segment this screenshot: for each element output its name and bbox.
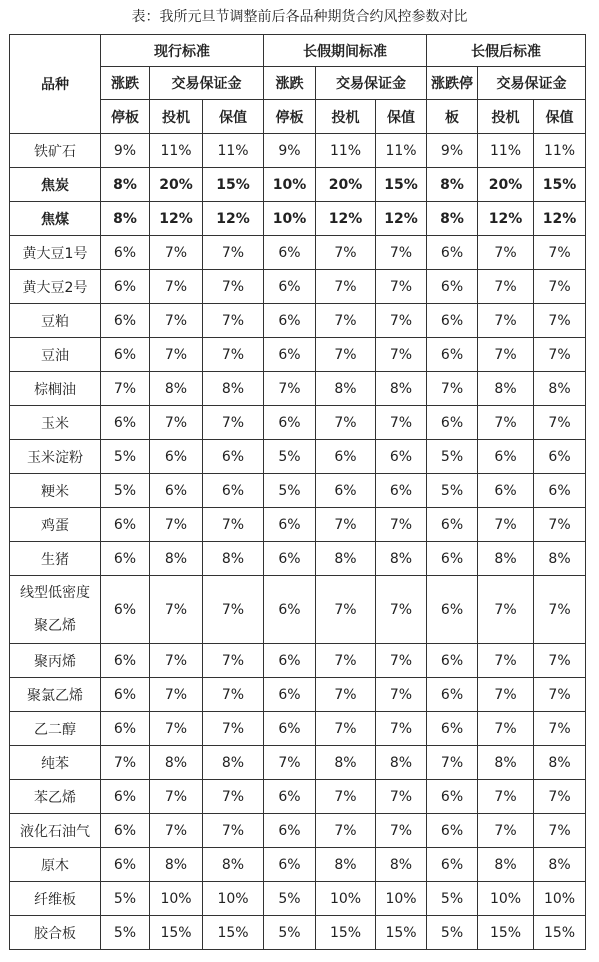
value-cell: 8% xyxy=(478,746,534,780)
value-cell: 6% xyxy=(101,712,150,746)
value-cell: 8% xyxy=(376,746,427,780)
value-cell: 12% xyxy=(478,202,534,236)
table-row xyxy=(10,576,586,644)
value-cell: 6% xyxy=(316,440,376,474)
value-cell: 7% xyxy=(478,338,534,372)
value-cell: 7% xyxy=(478,270,534,304)
value-cell: 8% xyxy=(316,848,376,882)
value-cell: 7% xyxy=(478,678,534,712)
value-cell: 6% xyxy=(427,712,478,746)
header-group-current: 现行标准 xyxy=(101,35,264,67)
value-cell: 6% xyxy=(427,338,478,372)
risk-params-table xyxy=(9,34,586,950)
value-cell: 7% xyxy=(427,746,478,780)
variety-name: 焦炭 xyxy=(10,168,101,202)
value-cell: 5% xyxy=(264,882,316,916)
value-cell: 7% xyxy=(101,372,150,406)
value-cell: 5% xyxy=(101,916,150,950)
value-cell: 12% xyxy=(376,202,427,236)
value-cell: 15% xyxy=(376,168,427,202)
table-row xyxy=(10,236,586,270)
value-cell: 11% xyxy=(150,134,203,168)
table-row xyxy=(10,814,586,848)
value-cell: 11% xyxy=(534,134,586,168)
variety-name: 粳米 xyxy=(10,474,101,508)
variety-name: 聚丙烯 xyxy=(10,644,101,678)
value-cell: 15% xyxy=(150,916,203,950)
value-cell: 6% xyxy=(264,814,316,848)
value-cell: 6% xyxy=(264,236,316,270)
variety-name: 聚氯乙烯 xyxy=(10,678,101,712)
value-cell: 6% xyxy=(203,440,264,474)
value-cell: 7% xyxy=(478,644,534,678)
value-cell: 15% xyxy=(376,916,427,950)
value-cell: 8% xyxy=(376,542,427,576)
value-cell: 10% xyxy=(478,882,534,916)
variety-name: 焦煤 xyxy=(10,202,101,236)
table-row xyxy=(10,474,586,508)
value-cell: 5% xyxy=(101,440,150,474)
value-cell: 8% xyxy=(101,202,150,236)
value-cell: 8% xyxy=(376,372,427,406)
value-cell: 9% xyxy=(264,134,316,168)
value-cell: 12% xyxy=(150,202,203,236)
header-hedge: 保值 xyxy=(534,100,586,134)
value-cell: 8% xyxy=(316,542,376,576)
table-row xyxy=(10,508,586,542)
value-cell: 7% xyxy=(316,304,376,338)
value-cell: 5% xyxy=(427,440,478,474)
header-spec: 投机 xyxy=(316,100,376,134)
value-cell: 6% xyxy=(427,814,478,848)
value-cell: 10% xyxy=(150,882,203,916)
value-cell: 11% xyxy=(376,134,427,168)
variety-name: 生猪 xyxy=(10,542,101,576)
variety-name: 黄大豆2号 xyxy=(10,270,101,304)
value-cell: 8% xyxy=(203,746,264,780)
table-body xyxy=(10,134,586,950)
value-cell: 10% xyxy=(316,882,376,916)
value-cell: 7% xyxy=(534,236,586,270)
variety-name: 玉米淀粉 xyxy=(10,440,101,474)
value-cell: 11% xyxy=(478,134,534,168)
value-cell: 7% xyxy=(376,780,427,814)
value-cell: 7% xyxy=(101,746,150,780)
value-cell: 7% xyxy=(534,678,586,712)
table-row xyxy=(10,542,586,576)
value-cell: 6% xyxy=(427,576,478,644)
value-cell: 7% xyxy=(534,780,586,814)
value-cell: 8% xyxy=(316,372,376,406)
table-row xyxy=(10,202,586,236)
value-cell: 12% xyxy=(203,202,264,236)
value-cell: 7% xyxy=(264,372,316,406)
variety-name: 豆粕 xyxy=(10,304,101,338)
value-cell: 7% xyxy=(478,406,534,440)
variety-name: 黄大豆1号 xyxy=(10,236,101,270)
value-cell: 6% xyxy=(101,814,150,848)
value-cell: 7% xyxy=(203,236,264,270)
value-cell: 7% xyxy=(203,814,264,848)
value-cell: 7% xyxy=(376,508,427,542)
value-cell: 7% xyxy=(150,712,203,746)
value-cell: 6% xyxy=(427,508,478,542)
value-cell: 5% xyxy=(427,474,478,508)
header-margin: 交易保证金 xyxy=(316,67,427,100)
table-row xyxy=(10,440,586,474)
value-cell: 7% xyxy=(150,270,203,304)
value-cell: 8% xyxy=(427,202,478,236)
value-cell: 6% xyxy=(478,440,534,474)
value-cell: 10% xyxy=(264,168,316,202)
value-cell: 10% xyxy=(376,882,427,916)
value-cell: 7% xyxy=(478,780,534,814)
value-cell: 6% xyxy=(101,780,150,814)
value-cell: 7% xyxy=(150,304,203,338)
variety-name: 乙二醇 xyxy=(10,712,101,746)
variety-name: 铁矿石 xyxy=(10,134,101,168)
variety-name: 棕榈油 xyxy=(10,372,101,406)
value-cell: 7% xyxy=(534,406,586,440)
value-cell: 9% xyxy=(427,134,478,168)
value-cell: 6% xyxy=(150,474,203,508)
value-cell: 8% xyxy=(150,848,203,882)
value-cell: 7% xyxy=(203,678,264,712)
value-cell: 8% xyxy=(150,542,203,576)
table-row xyxy=(10,338,586,372)
value-cell: 7% xyxy=(203,712,264,746)
header-hedge: 保值 xyxy=(376,100,427,134)
value-cell: 7% xyxy=(534,814,586,848)
value-cell: 7% xyxy=(376,644,427,678)
value-cell: 6% xyxy=(478,474,534,508)
value-cell: 7% xyxy=(376,270,427,304)
value-cell: 7% xyxy=(534,270,586,304)
value-cell: 7% xyxy=(534,338,586,372)
value-cell: 6% xyxy=(427,304,478,338)
table-row xyxy=(10,780,586,814)
value-cell: 5% xyxy=(264,440,316,474)
value-cell: 7% xyxy=(203,576,264,644)
value-cell: 6% xyxy=(264,848,316,882)
value-cell: 7% xyxy=(150,678,203,712)
value-cell: 7% xyxy=(150,508,203,542)
value-cell: 6% xyxy=(264,644,316,678)
table-row xyxy=(10,406,586,440)
header-limit-bottom: 板 xyxy=(427,100,478,134)
value-cell: 7% xyxy=(316,644,376,678)
value-cell: 6% xyxy=(264,304,316,338)
value-cell: 6% xyxy=(264,406,316,440)
value-cell: 6% xyxy=(203,474,264,508)
variety-name: 液化石油气 xyxy=(10,814,101,848)
value-cell: 20% xyxy=(316,168,376,202)
value-cell: 6% xyxy=(101,406,150,440)
value-cell: 10% xyxy=(534,882,586,916)
value-cell: 7% xyxy=(534,576,586,644)
table-row xyxy=(10,678,586,712)
value-cell: 15% xyxy=(316,916,376,950)
value-cell: 10% xyxy=(203,882,264,916)
value-cell: 7% xyxy=(316,814,376,848)
table-row xyxy=(10,168,586,202)
value-cell: 6% xyxy=(427,848,478,882)
header-spec: 投机 xyxy=(150,100,203,134)
value-cell: 7% xyxy=(150,780,203,814)
value-cell: 7% xyxy=(316,780,376,814)
header-group-after: 长假后标准 xyxy=(427,35,586,67)
value-cell: 7% xyxy=(534,644,586,678)
value-cell: 7% xyxy=(316,406,376,440)
value-cell: 8% xyxy=(203,848,264,882)
value-cell: 5% xyxy=(427,882,478,916)
value-cell: 12% xyxy=(316,202,376,236)
value-cell: 7% xyxy=(534,304,586,338)
value-cell: 7% xyxy=(203,338,264,372)
value-cell: 7% xyxy=(316,236,376,270)
value-cell: 5% xyxy=(101,882,150,916)
table-row xyxy=(10,134,586,168)
value-cell: 6% xyxy=(316,474,376,508)
variety-name: 纤维板 xyxy=(10,882,101,916)
value-cell: 20% xyxy=(478,168,534,202)
value-cell: 7% xyxy=(376,236,427,270)
value-cell: 6% xyxy=(264,576,316,644)
value-cell: 8% xyxy=(101,168,150,202)
value-cell: 6% xyxy=(150,440,203,474)
header-limit-top: 涨跌 xyxy=(264,67,316,100)
value-cell: 7% xyxy=(150,406,203,440)
value-cell: 6% xyxy=(264,712,316,746)
header-limit-top: 涨跌 xyxy=(101,67,150,100)
variety-name: 胶合板 xyxy=(10,916,101,950)
value-cell: 6% xyxy=(264,542,316,576)
variety-name: 纯苯 xyxy=(10,746,101,780)
value-cell: 7% xyxy=(376,712,427,746)
value-cell: 6% xyxy=(101,270,150,304)
header-group-holiday: 长假期间标准 xyxy=(264,35,427,67)
header-limit-bottom: 停板 xyxy=(101,100,150,134)
value-cell: 5% xyxy=(264,474,316,508)
value-cell: 6% xyxy=(101,304,150,338)
value-cell: 8% xyxy=(203,372,264,406)
value-cell: 6% xyxy=(534,474,586,508)
value-cell: 6% xyxy=(427,542,478,576)
value-cell: 9% xyxy=(101,134,150,168)
variety-name: 鸡蛋 xyxy=(10,508,101,542)
value-cell: 6% xyxy=(264,780,316,814)
value-cell: 7% xyxy=(376,678,427,712)
value-cell: 7% xyxy=(203,508,264,542)
value-cell: 8% xyxy=(534,372,586,406)
value-cell: 6% xyxy=(427,406,478,440)
value-cell: 15% xyxy=(534,168,586,202)
value-cell: 8% xyxy=(534,746,586,780)
value-cell: 7% xyxy=(203,406,264,440)
value-cell: 11% xyxy=(316,134,376,168)
value-cell: 7% xyxy=(478,814,534,848)
table-row xyxy=(10,712,586,746)
value-cell: 7% xyxy=(203,270,264,304)
value-cell: 7% xyxy=(150,814,203,848)
value-cell: 8% xyxy=(376,848,427,882)
value-cell: 7% xyxy=(150,576,203,644)
value-cell: 7% xyxy=(316,338,376,372)
value-cell: 7% xyxy=(316,678,376,712)
value-cell: 8% xyxy=(316,746,376,780)
value-cell: 7% xyxy=(203,780,264,814)
value-cell: 20% xyxy=(150,168,203,202)
value-cell: 6% xyxy=(101,678,150,712)
value-cell: 7% xyxy=(478,576,534,644)
value-cell: 8% xyxy=(534,848,586,882)
value-cell: 15% xyxy=(203,916,264,950)
value-cell: 7% xyxy=(264,746,316,780)
value-cell: 7% xyxy=(478,304,534,338)
value-cell: 8% xyxy=(203,542,264,576)
value-cell: 7% xyxy=(316,508,376,542)
value-cell: 5% xyxy=(427,916,478,950)
value-cell: 15% xyxy=(534,916,586,950)
value-cell: 15% xyxy=(478,916,534,950)
table-row xyxy=(10,746,586,780)
variety-name xyxy=(10,576,101,644)
value-cell: 7% xyxy=(478,508,534,542)
value-cell: 6% xyxy=(376,440,427,474)
value-cell: 7% xyxy=(478,236,534,270)
value-cell: 6% xyxy=(101,644,150,678)
value-cell: 8% xyxy=(478,848,534,882)
value-cell: 7% xyxy=(150,338,203,372)
value-cell: 7% xyxy=(150,236,203,270)
variety-name: 苯乙烯 xyxy=(10,780,101,814)
value-cell: 7% xyxy=(316,712,376,746)
header-limit-bottom: 停板 xyxy=(264,100,316,134)
value-cell: 7% xyxy=(203,304,264,338)
value-cell: 6% xyxy=(264,338,316,372)
value-cell: 7% xyxy=(203,644,264,678)
value-cell: 6% xyxy=(376,474,427,508)
value-cell: 6% xyxy=(264,508,316,542)
value-cell: 6% xyxy=(427,678,478,712)
value-cell: 5% xyxy=(264,916,316,950)
table-row xyxy=(10,372,586,406)
value-cell: 10% xyxy=(264,202,316,236)
value-cell: 6% xyxy=(427,780,478,814)
value-cell: 7% xyxy=(427,372,478,406)
value-cell: 11% xyxy=(203,134,264,168)
value-cell: 7% xyxy=(376,814,427,848)
value-cell: 7% xyxy=(534,508,586,542)
variety-name: 豆油 xyxy=(10,338,101,372)
variety-name: 原木 xyxy=(10,848,101,882)
value-cell: 12% xyxy=(534,202,586,236)
value-cell: 6% xyxy=(427,236,478,270)
value-cell: 6% xyxy=(101,338,150,372)
table-row xyxy=(10,270,586,304)
value-cell: 7% xyxy=(316,270,376,304)
variety-name-line: 聚乙烯 xyxy=(34,617,76,634)
value-cell: 5% xyxy=(101,474,150,508)
table-row xyxy=(10,644,586,678)
value-cell: 15% xyxy=(203,168,264,202)
value-cell: 8% xyxy=(427,168,478,202)
value-cell: 6% xyxy=(101,236,150,270)
value-cell: 8% xyxy=(478,372,534,406)
value-cell: 6% xyxy=(101,576,150,644)
value-cell: 6% xyxy=(264,270,316,304)
table-row xyxy=(10,916,586,950)
header-margin: 交易保证金 xyxy=(150,67,264,100)
value-cell: 7% xyxy=(316,576,376,644)
value-cell: 6% xyxy=(101,542,150,576)
value-cell: 8% xyxy=(150,746,203,780)
value-cell: 7% xyxy=(150,644,203,678)
table-caption: 表：我所元旦节调整前后各品种期货合约风控参数对比 xyxy=(131,9,468,25)
value-cell: 8% xyxy=(150,372,203,406)
value-cell: 6% xyxy=(427,644,478,678)
value-cell: 7% xyxy=(376,338,427,372)
header-hedge: 保值 xyxy=(203,100,264,134)
value-cell: 7% xyxy=(534,712,586,746)
value-cell: 6% xyxy=(264,678,316,712)
value-cell: 7% xyxy=(376,576,427,644)
value-cell: 6% xyxy=(101,848,150,882)
value-cell: 8% xyxy=(478,542,534,576)
value-cell: 7% xyxy=(478,712,534,746)
header-spec: 投机 xyxy=(478,100,534,134)
table-row xyxy=(10,882,586,916)
table-row xyxy=(10,304,586,338)
header-variety: 品种 xyxy=(10,35,101,134)
value-cell: 6% xyxy=(427,270,478,304)
header-margin: 交易保证金 xyxy=(478,67,586,100)
value-cell: 8% xyxy=(534,542,586,576)
variety-name: 玉米 xyxy=(10,406,101,440)
table-row xyxy=(10,848,586,882)
value-cell: 6% xyxy=(101,508,150,542)
variety-name-line: 线型低密度 xyxy=(20,584,90,601)
value-cell: 7% xyxy=(376,304,427,338)
header-limit-top: 涨跌停 xyxy=(427,67,478,100)
value-cell: 6% xyxy=(534,440,586,474)
value-cell: 7% xyxy=(376,406,427,440)
